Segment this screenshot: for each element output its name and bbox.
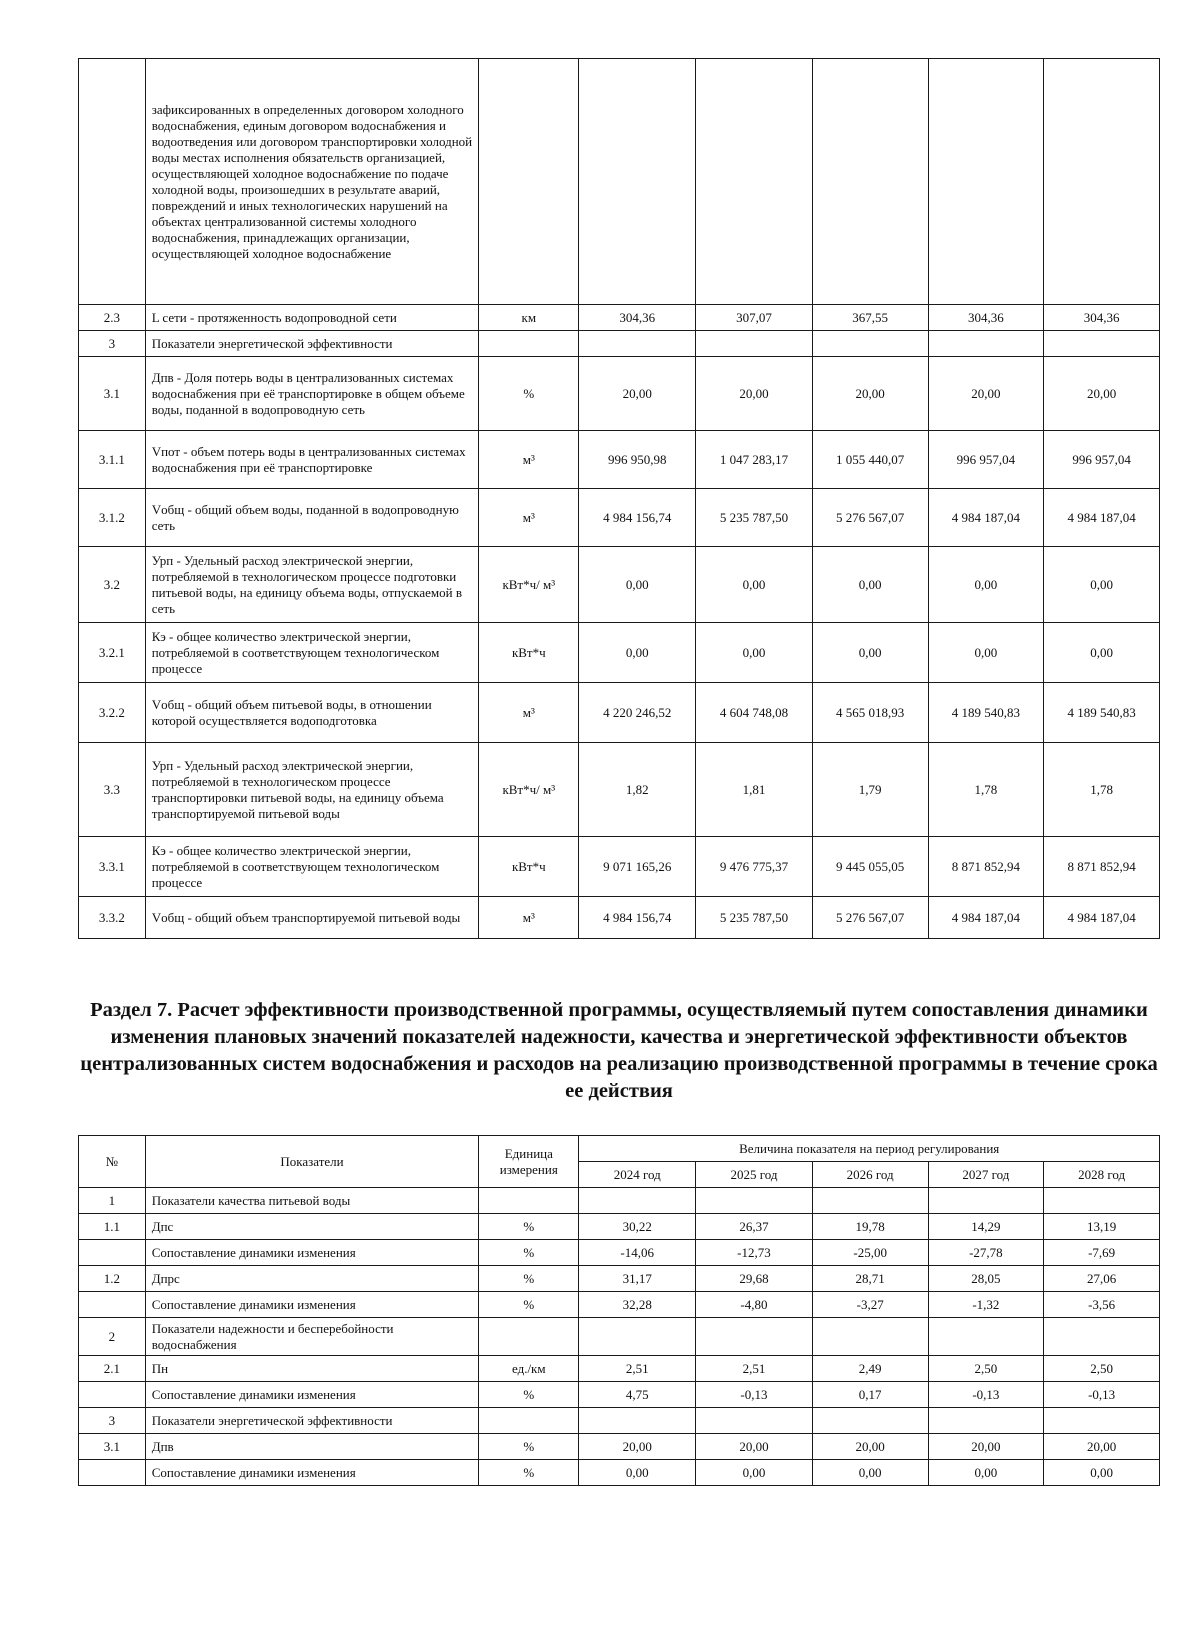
value-cell: -25,00 <box>812 1240 928 1266</box>
value-cell: 0,00 <box>579 547 696 623</box>
indicator-name: Сопоставление динамики изменения <box>145 1382 479 1408</box>
value-cell <box>696 331 813 357</box>
header-year: 2025 год <box>696 1162 813 1188</box>
value-cell: 2,51 <box>696 1356 813 1382</box>
value-cell: 996 957,04 <box>928 431 1044 489</box>
row-number: 1.2 <box>79 1266 146 1292</box>
value-cell: 1,82 <box>579 743 696 837</box>
row-number <box>79 1460 146 1486</box>
row-number <box>79 1240 146 1266</box>
header-name: Показатели <box>145 1136 479 1188</box>
row-number: 3.1 <box>79 357 146 431</box>
header-no: № <box>79 1136 146 1188</box>
header-period: Величина показателя на период регулирования <box>579 1136 1160 1162</box>
value-cell <box>696 1188 813 1214</box>
value-cell: 13,19 <box>1044 1214 1160 1240</box>
value-cell <box>579 1408 696 1434</box>
value-cell: 31,17 <box>579 1266 696 1292</box>
value-cell: 4 189 540,83 <box>1044 683 1160 743</box>
value-cell: 0,00 <box>579 623 696 683</box>
value-cell: -12,73 <box>696 1240 813 1266</box>
header-year: 2024 год <box>579 1162 696 1188</box>
value-cell: -1,32 <box>928 1292 1044 1318</box>
indicators-table-body <box>79 59 1160 939</box>
table-row <box>79 1318 1160 1356</box>
table-row <box>79 547 1160 623</box>
table-row <box>79 331 1160 357</box>
value-cell: 4,75 <box>579 1382 696 1408</box>
header-year: 2026 год <box>812 1162 928 1188</box>
value-cell: 20,00 <box>928 357 1044 431</box>
value-cell: -0,13 <box>928 1382 1044 1408</box>
value-cell: 4 220 246,52 <box>579 683 696 743</box>
indicator-name: Дпс <box>145 1214 479 1240</box>
table-row <box>79 1408 1160 1434</box>
value-cell: 2,49 <box>812 1356 928 1382</box>
table-row <box>79 897 1160 939</box>
value-cell: 0,17 <box>812 1382 928 1408</box>
row-number: 3 <box>79 331 146 357</box>
row-number: 3.2.2 <box>79 683 146 743</box>
row-number <box>79 59 146 305</box>
value-cell: 9 445 055,05 <box>812 837 928 897</box>
value-cell: 1,81 <box>696 743 813 837</box>
value-cell: 0,00 <box>812 1460 928 1486</box>
value-cell <box>1044 1408 1160 1434</box>
unit: кВт*ч/ м³ <box>479 743 579 837</box>
row-number <box>79 1382 146 1408</box>
value-cell: 1,78 <box>928 743 1044 837</box>
value-cell <box>579 1318 696 1356</box>
indicator-name: Кэ - общее количество электрической энергии, потребляемой в соответствующем технологическом процессе <box>145 623 479 683</box>
unit <box>479 1188 579 1214</box>
value-cell: 0,00 <box>579 1460 696 1486</box>
table-row <box>79 683 1160 743</box>
value-cell <box>579 1188 696 1214</box>
value-cell: 8 871 852,94 <box>1044 837 1160 897</box>
value-cell: 20,00 <box>696 1434 813 1460</box>
table-row <box>79 743 1160 837</box>
value-cell: 0,00 <box>812 623 928 683</box>
value-cell: 8 871 852,94 <box>928 837 1044 897</box>
indicator-name: Пн <box>145 1356 479 1382</box>
unit: ед./км <box>479 1356 579 1382</box>
unit: кВт*ч <box>479 623 579 683</box>
value-cell <box>579 59 696 305</box>
row-number: 3 <box>79 1408 146 1434</box>
indicator-name: Дпв - Доля потерь воды в централизованных системах водоснабжения при её транспортировке в общем объеме воды, поданной в водопроводную сеть <box>145 357 479 431</box>
value-cell: 9 476 775,37 <box>696 837 813 897</box>
row-number: 3.2.1 <box>79 623 146 683</box>
value-cell: 304,36 <box>579 305 696 331</box>
value-cell: 9 071 165,26 <box>579 837 696 897</box>
value-cell: 0,00 <box>1044 1460 1160 1486</box>
value-cell <box>1044 1188 1160 1214</box>
value-cell: 0,00 <box>1044 623 1160 683</box>
table-row <box>79 1460 1160 1486</box>
unit: % <box>479 357 579 431</box>
value-cell: -0,13 <box>1044 1382 1160 1408</box>
value-cell: 28,71 <box>812 1266 928 1292</box>
value-cell: 20,00 <box>812 1434 928 1460</box>
unit <box>479 1408 579 1434</box>
header-year: 2027 год <box>928 1162 1044 1188</box>
value-cell: 20,00 <box>928 1434 1044 1460</box>
value-cell: 5 235 787,50 <box>696 489 813 547</box>
row-number: 3.1 <box>79 1434 146 1460</box>
value-cell: 0,00 <box>696 623 813 683</box>
value-cell: 26,37 <box>696 1214 813 1240</box>
value-cell: 0,00 <box>928 547 1044 623</box>
table-row <box>79 431 1160 489</box>
indicators-table-continued <box>78 58 1160 939</box>
indicator-name: Дпрс <box>145 1266 479 1292</box>
row-number: 3.2 <box>79 547 146 623</box>
indicator-name: L сети - протяженность водопроводной сети <box>145 305 479 331</box>
value-cell <box>812 1188 928 1214</box>
table-row <box>79 837 1160 897</box>
value-cell: 0,00 <box>928 1460 1044 1486</box>
table-row <box>79 357 1160 431</box>
unit <box>479 1318 579 1356</box>
unit: кВт*ч <box>479 837 579 897</box>
value-cell <box>928 1408 1044 1434</box>
indicator-name: Дпв <box>145 1434 479 1460</box>
table-row <box>79 1214 1160 1240</box>
value-cell: 19,78 <box>812 1214 928 1240</box>
value-cell <box>579 331 696 357</box>
value-cell: 1,78 <box>1044 743 1160 837</box>
value-cell: 4 984 156,74 <box>579 489 696 547</box>
value-cell: 4 984 187,04 <box>928 489 1044 547</box>
row-number: 1 <box>79 1188 146 1214</box>
value-cell <box>696 1408 813 1434</box>
indicator-name: Показатели энергетической эффективности <box>145 331 479 357</box>
value-cell: 0,00 <box>696 1460 813 1486</box>
value-cell: 996 957,04 <box>1044 431 1160 489</box>
indicator-name: Показатели надежности и бесперебойности водоснабжения <box>145 1318 479 1356</box>
unit: % <box>479 1382 579 1408</box>
table-row <box>79 59 1160 305</box>
indicator-name: Vобщ - общий объем воды, поданной в водопроводную сеть <box>145 489 479 547</box>
unit: % <box>479 1240 579 1266</box>
unit: м³ <box>479 489 579 547</box>
value-cell: 20,00 <box>1044 357 1160 431</box>
value-cell: 20,00 <box>696 357 813 431</box>
value-cell: 996 950,98 <box>579 431 696 489</box>
value-cell: 4 984 156,74 <box>579 897 696 939</box>
value-cell <box>812 331 928 357</box>
indicator-name: Vпот - объем потерь воды в централизованных системах водоснабжения при её транспортировке <box>145 431 479 489</box>
value-cell: 5 276 567,07 <box>812 489 928 547</box>
value-cell <box>1044 59 1160 305</box>
value-cell: 1,79 <box>812 743 928 837</box>
row-number: 3.3.1 <box>79 837 146 897</box>
row-number: 3.3 <box>79 743 146 837</box>
value-cell: -3,56 <box>1044 1292 1160 1318</box>
row-number: 2.3 <box>79 305 146 331</box>
value-cell: 4 984 187,04 <box>1044 489 1160 547</box>
indicator-name: Кэ - общее количество электрической энергии, потребляемой в соответствующем технологическом процессе <box>145 837 479 897</box>
value-cell: -3,27 <box>812 1292 928 1318</box>
header-row <box>79 1136 1160 1162</box>
table-row <box>79 623 1160 683</box>
value-cell <box>928 59 1044 305</box>
value-cell: 304,36 <box>1044 305 1160 331</box>
value-cell <box>812 1318 928 1356</box>
efficiency-table-body <box>79 1188 1160 1486</box>
table-row <box>79 1382 1160 1408</box>
efficiency-table <box>78 1135 1160 1486</box>
value-cell: 2,50 <box>1044 1356 1160 1382</box>
unit: % <box>479 1434 579 1460</box>
value-cell: -14,06 <box>579 1240 696 1266</box>
value-cell: 0,00 <box>1044 547 1160 623</box>
value-cell: -7,69 <box>1044 1240 1160 1266</box>
value-cell: 32,28 <box>579 1292 696 1318</box>
value-cell: 1 047 283,17 <box>696 431 813 489</box>
value-cell <box>812 1408 928 1434</box>
indicator-name: Урп - Удельный расход электрической энергии, потребляемой в технологическом процессе подготовки питьевой воды, на единицу объема воды, отпускаемой в сеть <box>145 547 479 623</box>
header-year: 2028 год <box>1044 1162 1160 1188</box>
indicator-name: Показатели энергетической эффективности <box>145 1408 479 1434</box>
indicator-name: Сопоставление динамики изменения <box>145 1460 479 1486</box>
table-row <box>79 1240 1160 1266</box>
table-row <box>79 1356 1160 1382</box>
value-cell <box>696 59 813 305</box>
value-cell: 304,36 <box>928 305 1044 331</box>
unit: км <box>479 305 579 331</box>
value-cell: 4 565 018,93 <box>812 683 928 743</box>
value-cell: -27,78 <box>928 1240 1044 1266</box>
value-cell <box>928 331 1044 357</box>
table-row <box>79 489 1160 547</box>
value-cell <box>928 1318 1044 1356</box>
row-number: 3.1.2 <box>79 489 146 547</box>
value-cell: 4 604 748,08 <box>696 683 813 743</box>
value-cell <box>1044 331 1160 357</box>
value-cell: 1 055 440,07 <box>812 431 928 489</box>
value-cell: 5 276 567,07 <box>812 897 928 939</box>
value-cell: 307,07 <box>696 305 813 331</box>
value-cell: 20,00 <box>579 1434 696 1460</box>
row-number: 2.1 <box>79 1356 146 1382</box>
unit <box>479 331 579 357</box>
row-number <box>79 1292 146 1318</box>
row-number: 3.3.2 <box>79 897 146 939</box>
unit <box>479 59 579 305</box>
value-cell <box>696 1318 813 1356</box>
row-number: 2 <box>79 1318 146 1356</box>
indicator-name: Показатели качества питьевой воды <box>145 1188 479 1214</box>
value-cell: 4 189 540,83 <box>928 683 1044 743</box>
value-cell: 29,68 <box>696 1266 813 1292</box>
unit: % <box>479 1266 579 1292</box>
value-cell: 20,00 <box>579 357 696 431</box>
unit: м³ <box>479 897 579 939</box>
value-cell: -0,13 <box>696 1382 813 1408</box>
unit: % <box>479 1292 579 1318</box>
value-cell <box>812 59 928 305</box>
value-cell: 0,00 <box>812 547 928 623</box>
value-cell: 20,00 <box>812 357 928 431</box>
indicator-name: Vобщ - общий объем транспортируемой питьевой воды <box>145 897 479 939</box>
value-cell: 28,05 <box>928 1266 1044 1292</box>
row-number: 1.1 <box>79 1214 146 1240</box>
unit: м³ <box>479 683 579 743</box>
indicator-name: зафиксированных в определенных договором холодного водоснабжения, единым договором водоснабжения и водоотведения или договором транспортировки холодной воды местах исполнения обязательств организацией, осуществляющей холодное водоснабжение по подаче холодной воды, произошедших в результате аварий, повреждений и иных технологических нарушений на объектах централизованной системы холодного водоснабжения, принадлежащих организации, осуществляющей холодное водоснабжение <box>145 59 479 305</box>
table-row <box>79 1434 1160 1460</box>
section-7-heading: Раздел 7. Расчет эффективности производственной программы, осуществляемый путем сопоставления динамики изменения плановых значений показателей надежности, качества и энергетической эффективности объектов централизованных систем водоснабжения и расходов на реализацию производственной программы в течение срока ее действия <box>80 999 1158 1102</box>
indicator-name: Vобщ - общий объем питьевой воды, в отношении которой осуществляется водоподготовка <box>145 683 479 743</box>
table-row <box>79 1292 1160 1318</box>
value-cell: 2,50 <box>928 1356 1044 1382</box>
indicator-name: Сопоставление динамики изменения <box>145 1240 479 1266</box>
value-cell: 5 235 787,50 <box>696 897 813 939</box>
value-cell <box>928 1188 1044 1214</box>
table-row <box>79 1188 1160 1214</box>
value-cell: 2,51 <box>579 1356 696 1382</box>
unit: кВт*ч/ м³ <box>479 547 579 623</box>
table-row <box>79 305 1160 331</box>
value-cell: 20,00 <box>1044 1434 1160 1460</box>
value-cell: 14,29 <box>928 1214 1044 1240</box>
value-cell: 4 984 187,04 <box>1044 897 1160 939</box>
table-row <box>79 1266 1160 1292</box>
value-cell: 367,55 <box>812 305 928 331</box>
value-cell <box>1044 1318 1160 1356</box>
indicator-name: Сопоставление динамики изменения <box>145 1292 479 1318</box>
value-cell: 27,06 <box>1044 1266 1160 1292</box>
unit: % <box>479 1460 579 1486</box>
value-cell: 0,00 <box>928 623 1044 683</box>
indicator-name: Урп - Удельный расход электрической энергии, потребляемой в технологическом процессе транспортировки питьевой воды, на единицу объема транспортируемой питьевой воды <box>145 743 479 837</box>
unit: % <box>479 1214 579 1240</box>
value-cell: -4,80 <box>696 1292 813 1318</box>
header-unit: Единица измерения <box>479 1136 579 1188</box>
value-cell: 30,22 <box>579 1214 696 1240</box>
unit: м³ <box>479 431 579 489</box>
row-number: 3.1.1 <box>79 431 146 489</box>
value-cell: 4 984 187,04 <box>928 897 1044 939</box>
value-cell: 0,00 <box>696 547 813 623</box>
